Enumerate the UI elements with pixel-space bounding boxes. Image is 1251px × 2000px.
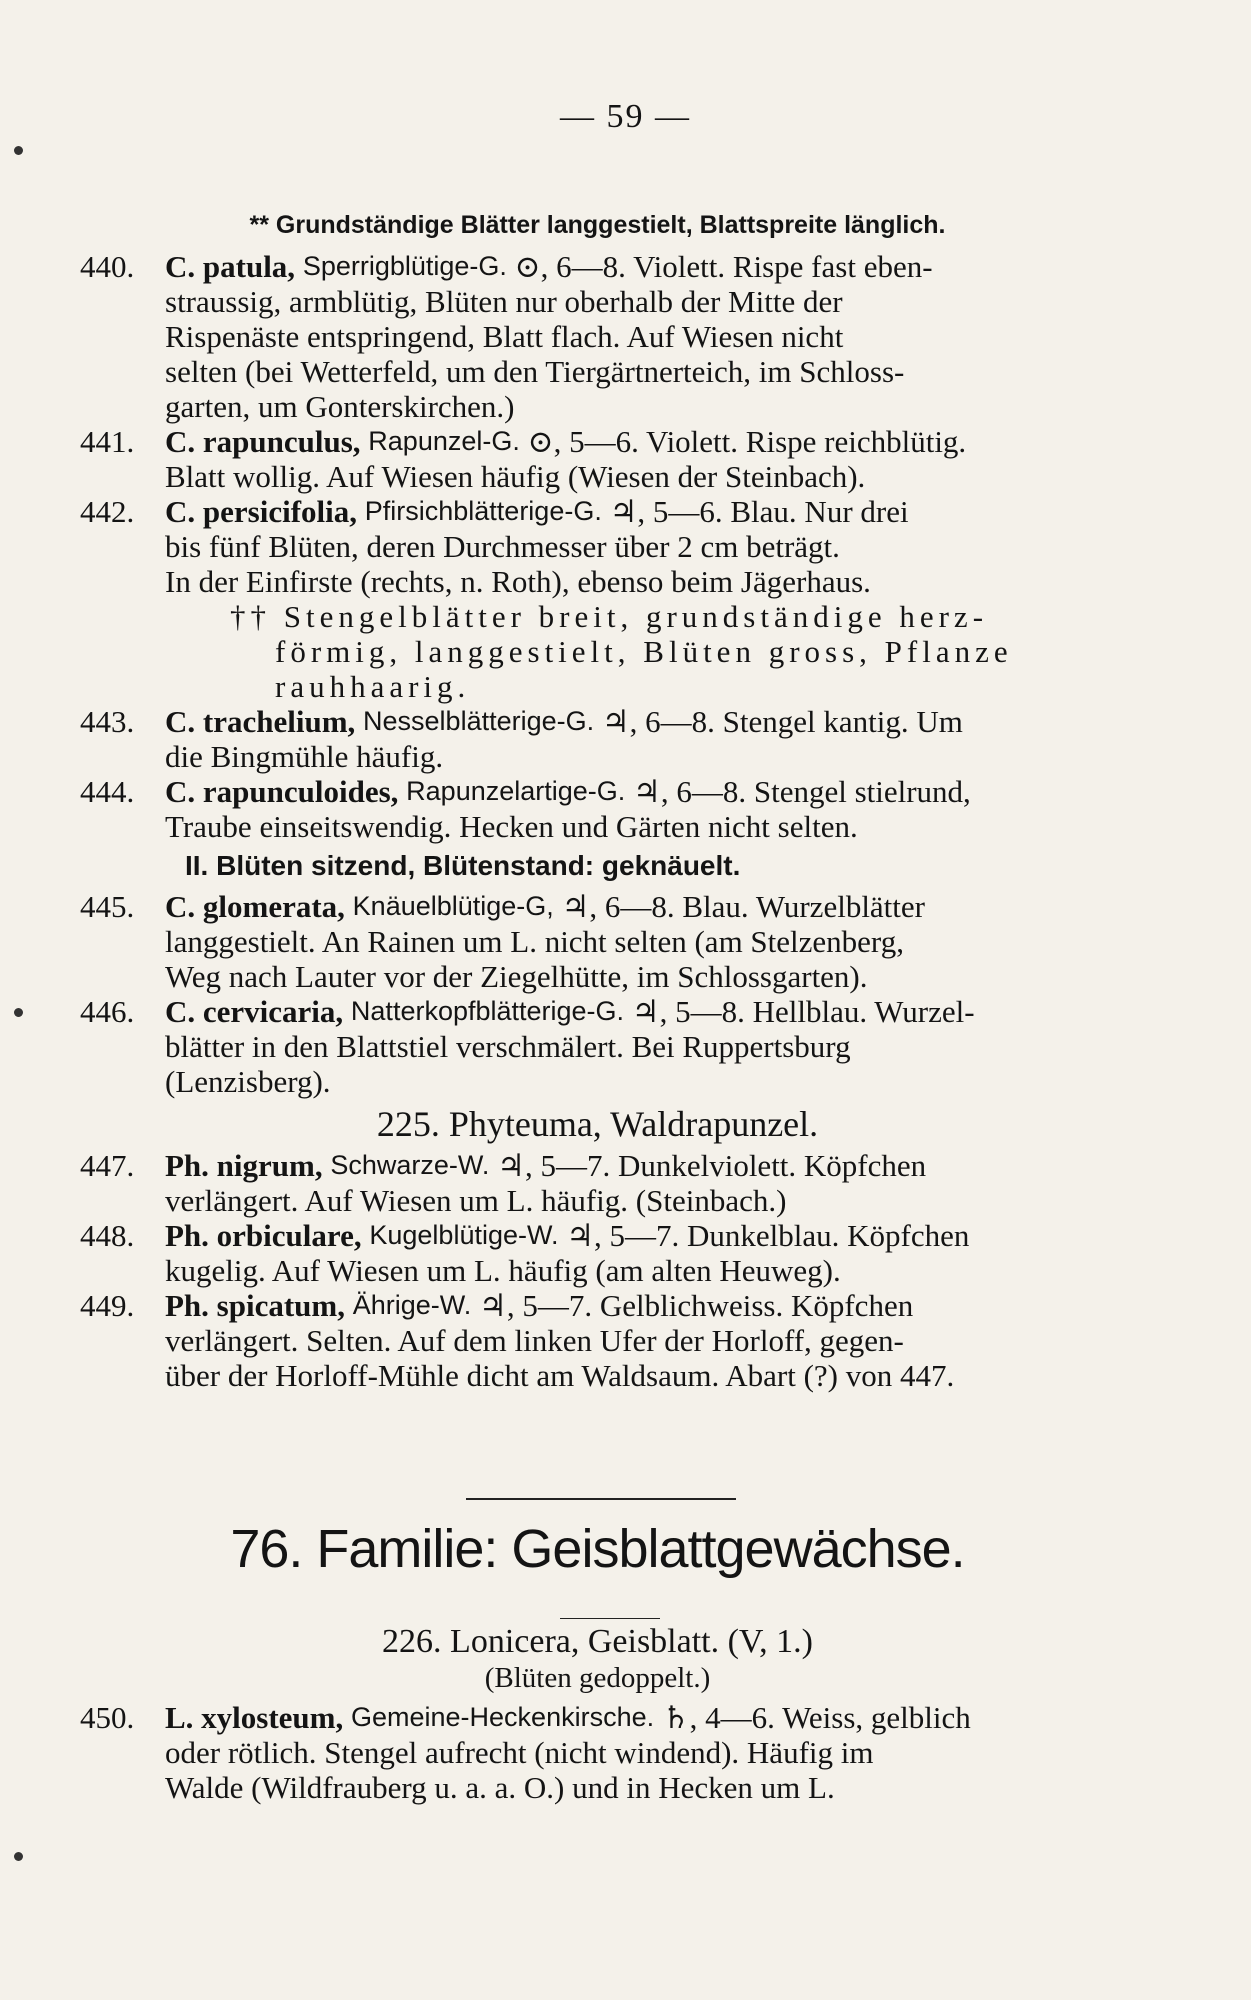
genus-heading-226: 226. Lonicera, Geisblatt. (V, 1.)	[382, 1623, 813, 1660]
group-line: †† Stengelblätter breit, grundständige herz-	[230, 599, 989, 634]
species-name: C. rapunculoides,	[165, 774, 399, 809]
margin-mark	[14, 1008, 23, 1017]
species-name: Ph. orbiculare,	[165, 1218, 362, 1253]
entry-number: 444.	[80, 774, 135, 809]
entry-447	[80, 1148, 1115, 1218]
entry-450	[80, 1700, 1115, 1805]
entry-number: 441.	[80, 424, 135, 459]
species-name: C. patula,	[165, 249, 296, 284]
entries-block-a	[80, 208, 1115, 1393]
entry-number: 442.	[80, 494, 135, 529]
margin-mark	[14, 146, 23, 155]
margin-mark	[14, 1852, 23, 1861]
group-line: rauhhaarig.	[275, 669, 471, 704]
german-name: Gemeine-Heckenkirsche.	[351, 1702, 655, 1732]
entry-text: ⊙, 5—6. Violett. Rispe reichblütig.	[519, 424, 967, 459]
entry-text: ♃, 6—8. Stengel kantig. Um	[594, 704, 963, 739]
page-number: — 59 —	[560, 98, 691, 135]
entry-line: Weg nach Lauter vor der Ziegelhütte, im Schlossgarten).	[165, 959, 868, 994]
entry-443	[80, 704, 1115, 774]
subheading: ** Grundständige Blätter langgestielt, Blattspreite länglich.	[249, 211, 946, 239]
section-divider	[466, 1498, 736, 1500]
entry-line: Blatt wollig. Auf Wiesen häufig (Wiesen der Steinbach).	[165, 459, 866, 494]
species-name: L. xylosteum,	[165, 1700, 344, 1735]
entry-line: die Bingmühle häufig.	[165, 739, 444, 774]
entry-444	[80, 774, 1115, 844]
entry-449	[80, 1288, 1115, 1393]
entry-line: garten, um Gonterskirchen.)	[165, 389, 515, 424]
entry-text: ♃, 5—8. Hellblau. Wurzel-	[624, 994, 975, 1029]
species-name: C. trachelium,	[165, 704, 356, 739]
entry-448	[80, 1218, 1115, 1288]
entry-text: ♃, 6—8. Stengel stielrund,	[625, 774, 971, 809]
entry-line: bis fünf Blüten, deren Durchmesser über 2 cm beträgt.	[165, 529, 840, 564]
species-name: C. cervicaria,	[165, 994, 344, 1029]
species-name: C. glomerata,	[165, 889, 345, 924]
german-name: Natterkopfblätterige-G.	[350, 996, 625, 1026]
entry-line: Walde (Wildfrauberg u. a. a. O.) und in Hecken um L.	[165, 1770, 835, 1805]
german-name: Nesselblätterige-G.	[363, 706, 595, 736]
entry-text: ♃, 5—7. Dunkelblau. Köpfchen	[558, 1218, 970, 1253]
entry-line: langgestielt. An Rainen um L. nicht selten (am Stelzenberg,	[165, 924, 904, 959]
short-divider	[560, 1618, 660, 1619]
german-name: Kugelblütige-W.	[369, 1220, 559, 1250]
entry-line: Traube einseitswendig. Hecken und Gärten nicht selten.	[165, 809, 858, 844]
entry-line: In der Einfirste (rechts, n. Roth), ebenso beim Jägerhaus.	[165, 564, 871, 599]
entry-line: selten (bei Wetterfeld, um den Tiergärtnerteich, im Schloss-	[165, 354, 905, 389]
section-heading-ii: II. Blüten sitzend, Blütenstand: geknäuelt.	[185, 850, 741, 881]
entry-text: ⊙, 6—8. Violett. Rispe fast eben-	[506, 249, 933, 284]
entry-text: ♃, 5—6. Blau. Nur drei	[601, 494, 909, 529]
entry-number: 445.	[80, 889, 135, 924]
entry-445	[80, 889, 1115, 994]
entry-line: verlängert. Auf Wiesen um L. häufig. (Steinbach.)	[165, 1183, 787, 1218]
entry-line: über der Horloff-Mühle dicht am Waldsaum. Abart (?) von 447.	[165, 1358, 955, 1393]
group-line: förmig, langgestielt, Blüten gross, Pflanze	[275, 634, 1013, 669]
entry-line: (Lenzisberg).	[165, 1064, 331, 1099]
german-name: Rapunzel-G.	[368, 426, 520, 456]
species-name: C. persicifolia,	[165, 494, 357, 529]
entry-440	[80, 249, 1115, 424]
entry-446	[80, 994, 1115, 1099]
genus-note: (Blüten gedoppelt.)	[484, 1662, 711, 1694]
entry-line: oder rötlich. Stengel aufrecht (nicht windend). Häufig im	[165, 1735, 874, 1770]
entry-text: ♃, 5—7. Dunkelviolett. Köpfchen	[489, 1148, 927, 1183]
group-tt	[80, 599, 1115, 704]
german-name: Schwarze-W.	[330, 1150, 490, 1180]
entry-line: verlängert. Selten. Auf dem linken Ufer der Horloff, gegen-	[165, 1323, 904, 1358]
family-heading: 76. Familie: Geisblattgewächse.	[230, 1519, 965, 1579]
entry-number: 450.	[80, 1700, 135, 1735]
entry-line: Rispenäste entspringend, Blatt flach. Auf Wiesen nicht	[165, 319, 844, 354]
entry-line: straussig, armblütig, Blüten nur oberhalb der Mitte der	[165, 284, 843, 319]
species-name: C. rapunculus,	[165, 424, 361, 459]
german-name: Pfirsichblätterige-G.	[364, 496, 602, 526]
entry-number: 440.	[80, 249, 135, 284]
german-name: Knäuelblütige-G,	[352, 891, 554, 921]
entry-text: ♄, 4—6. Weiss, gelblich	[654, 1700, 971, 1735]
species-name: Ph. nigrum,	[165, 1148, 323, 1183]
german-name: Ährige-W.	[352, 1290, 472, 1320]
entry-number: 446.	[80, 994, 135, 1029]
entry-number: 448.	[80, 1218, 135, 1253]
entry-442	[80, 494, 1115, 599]
entry-number: 449.	[80, 1288, 135, 1323]
german-name: Rapunzelartige-G.	[406, 776, 626, 806]
entries-block-family	[80, 1519, 1115, 1579]
german-name: Sperrigblütige-G.	[302, 251, 507, 281]
entries-block-lonicera	[80, 1624, 1115, 1805]
entry-number: 443.	[80, 704, 135, 739]
entry-text: ♃, 5—7. Gelblichweiss. Köpfchen	[471, 1288, 914, 1323]
entry-text: ♃, 6—8. Blau. Wurzelblätter	[553, 889, 925, 924]
genus-heading-225: 225. Phyteuma, Waldrapunzel.	[376, 1104, 819, 1144]
species-name: Ph. spicatum,	[165, 1288, 345, 1323]
entry-line: blätter in den Blattstiel verschmälert. Bei Ruppertsburg	[165, 1029, 851, 1064]
entry-number: 447.	[80, 1148, 135, 1183]
entry-line: kugelig. Auf Wiesen um L. häufig (am alten Heuweg).	[165, 1253, 841, 1288]
entry-441	[80, 424, 1115, 494]
